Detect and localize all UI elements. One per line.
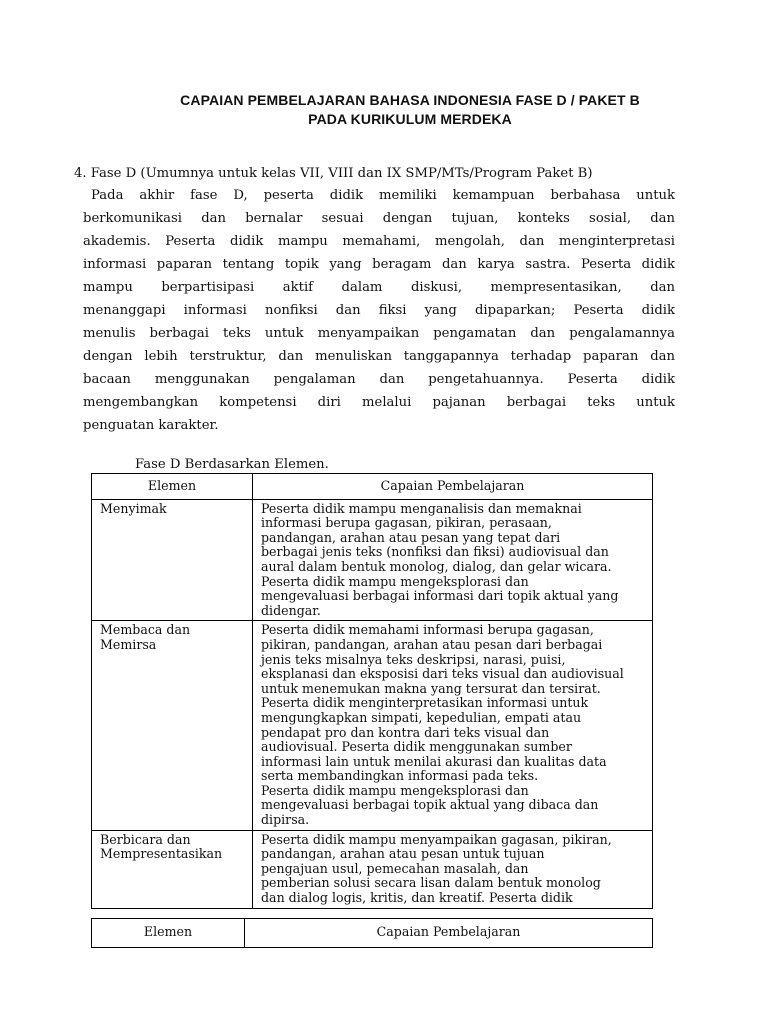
paragraph-line: akademis. Peserta didik mampu memahami, mengolah, dan menginterpretasi xyxy=(83,234,675,249)
capaian-cell xyxy=(253,621,653,830)
element-line: Menyimak xyxy=(100,500,167,516)
capaian-cell xyxy=(253,499,653,621)
capaian-line: Peserta didik mampu mengeksplorasi dan xyxy=(261,782,529,798)
paragraph-line: mampu berpartisipasi aktif dalam diskusi, mempresentasikan, dan xyxy=(83,280,675,295)
capaian-line: Peserta didik menginterpretasikan informasi untuk xyxy=(261,695,589,711)
paragraph-line: Pada akhir fase D, peserta didik memiliki kemampuan berbahasa untuk xyxy=(91,188,675,203)
element-cell xyxy=(92,499,253,621)
element-line: Membaca dan xyxy=(100,622,191,638)
capaian-line: pemberian solusi secara lisan dalam bentuk monolog xyxy=(261,875,601,891)
paragraph-line: menulis berbagai teks untuk menyampaikan pengamatan dan pengalamannya xyxy=(83,326,675,341)
section-heading: 4. Fase D (Umumnya untuk kelas VII, VIII dan IX SMP/MTs/Program Paket B) xyxy=(74,166,593,181)
paragraph-line: berkomunikasi dan bernalar sesuai dengan tujuan, konteks sosial, dan xyxy=(83,211,675,226)
capaian-line: mengevaluasi berbagai informasi dari topik aktual yang xyxy=(261,588,619,604)
paragraph-line: bacaan menggunakan pengalaman dan pengetahuannya. Peserta didik xyxy=(83,372,675,387)
header-capaian: Capaian Pembelajaran xyxy=(245,919,653,948)
capaian-line: Peserta didik mampu mengeksplorasi dan xyxy=(261,573,529,589)
capaian-line: Peserta didik mampu menyampaikan gagasan, pikiran, xyxy=(261,831,612,847)
capaian-line: serta membandingkan informasi pada teks. xyxy=(261,768,539,784)
table-caption: Fase D Berdasarkan Elemen. xyxy=(135,457,329,472)
capaian-line: Peserta didik memahami informasi berupa gagasan, xyxy=(261,622,594,638)
capaian-line: pandangan, arahan atau pesan untuk tujuan xyxy=(261,846,545,862)
header-capaian: Capaian Pembelajaran xyxy=(253,474,653,500)
table-header-row xyxy=(92,474,653,500)
capaian-cell xyxy=(253,830,653,908)
table-row xyxy=(92,621,653,830)
paragraph-line: informasi paparan tentang topik yang beragam dan karya sastra. Peserta didik xyxy=(83,257,675,272)
capaian-line: didengar. xyxy=(261,602,321,618)
capaian-line: mengungkapkan simpati, kepedulian, empati atau xyxy=(261,709,582,725)
table-header-row xyxy=(92,919,653,948)
header-elemen: Elemen xyxy=(92,919,245,948)
header-elemen: Elemen xyxy=(92,474,253,500)
element-line: Mempresentasikan xyxy=(100,846,223,862)
capaian-line: dan dialog logis, kritis, dan kreatif. Peserta didik xyxy=(261,890,573,906)
capaian-line: mengevaluasi berbagai topik aktual yang dibaca dan xyxy=(261,797,599,813)
capaian-line: Peserta didik mampu menganalisis dan memaknai xyxy=(261,500,582,516)
capaian-line: audiovisual. Peserta didik menggunakan sumber xyxy=(261,739,572,755)
capaian-line: pendapat pro dan kontra dari teks visual dan xyxy=(261,724,550,740)
element-line: Memirsa xyxy=(100,636,157,652)
elements-table-continued xyxy=(91,918,653,948)
table-row xyxy=(92,499,653,621)
section-paragraph xyxy=(83,184,675,437)
capaian-line: pengajuan usul, pemecahan masalah, dan xyxy=(261,860,529,876)
paragraph-line: dengan lebih terstruktur, dan menuliskan tanggapannya terhadap paparan dan xyxy=(83,349,675,364)
element-cell xyxy=(92,621,253,830)
capaian-line: dipirsa. xyxy=(261,812,310,828)
capaian-line: pandangan, arahan atau pesan yang tepat dari xyxy=(261,529,561,545)
document-title-line-2: PADA KURIKULUM MERDEKA xyxy=(308,111,512,127)
document-title-line-1: CAPAIAN PEMBELAJARAN BAHASA INDONESIA FASE D / PAKET B xyxy=(180,92,640,108)
capaian-line: informasi lain untuk menilai akurasi dan kualitas data xyxy=(261,753,607,769)
capaian-line: untuk menemukan makna yang tersurat dan tersirat. xyxy=(261,680,601,696)
paragraph-line: mengembangkan kompetensi diri melalui pajanan berbagai teks untuk xyxy=(83,395,675,410)
paragraph-line: penguatan karakter. xyxy=(83,418,219,433)
capaian-line: aural dalam bentuk monolog, dialog, dan gelar wicara. xyxy=(261,558,612,574)
capaian-line: berbagai jenis teks (nonfiksi dan fiksi) audiovisual dan xyxy=(261,544,609,560)
elements-table xyxy=(91,473,653,909)
element-cell xyxy=(92,830,253,908)
table-row xyxy=(92,830,653,908)
element-line: Berbicara dan xyxy=(100,831,191,847)
capaian-line: pikiran, pandangan, arahan atau pesan dari berbagai xyxy=(261,636,603,652)
paragraph-line: menanggapi informasi nonfiksi dan fiksi yang dipaparkan; Peserta didik xyxy=(83,303,675,318)
capaian-line: informasi berupa gagasan, pikiran, perasaan, xyxy=(261,515,552,531)
capaian-line: eksplanasi dan eksposisi dari teks visual dan audiovisual xyxy=(261,666,624,682)
capaian-line: jenis teks misalnya teks deskripsi, narasi, puisi, xyxy=(261,651,566,667)
